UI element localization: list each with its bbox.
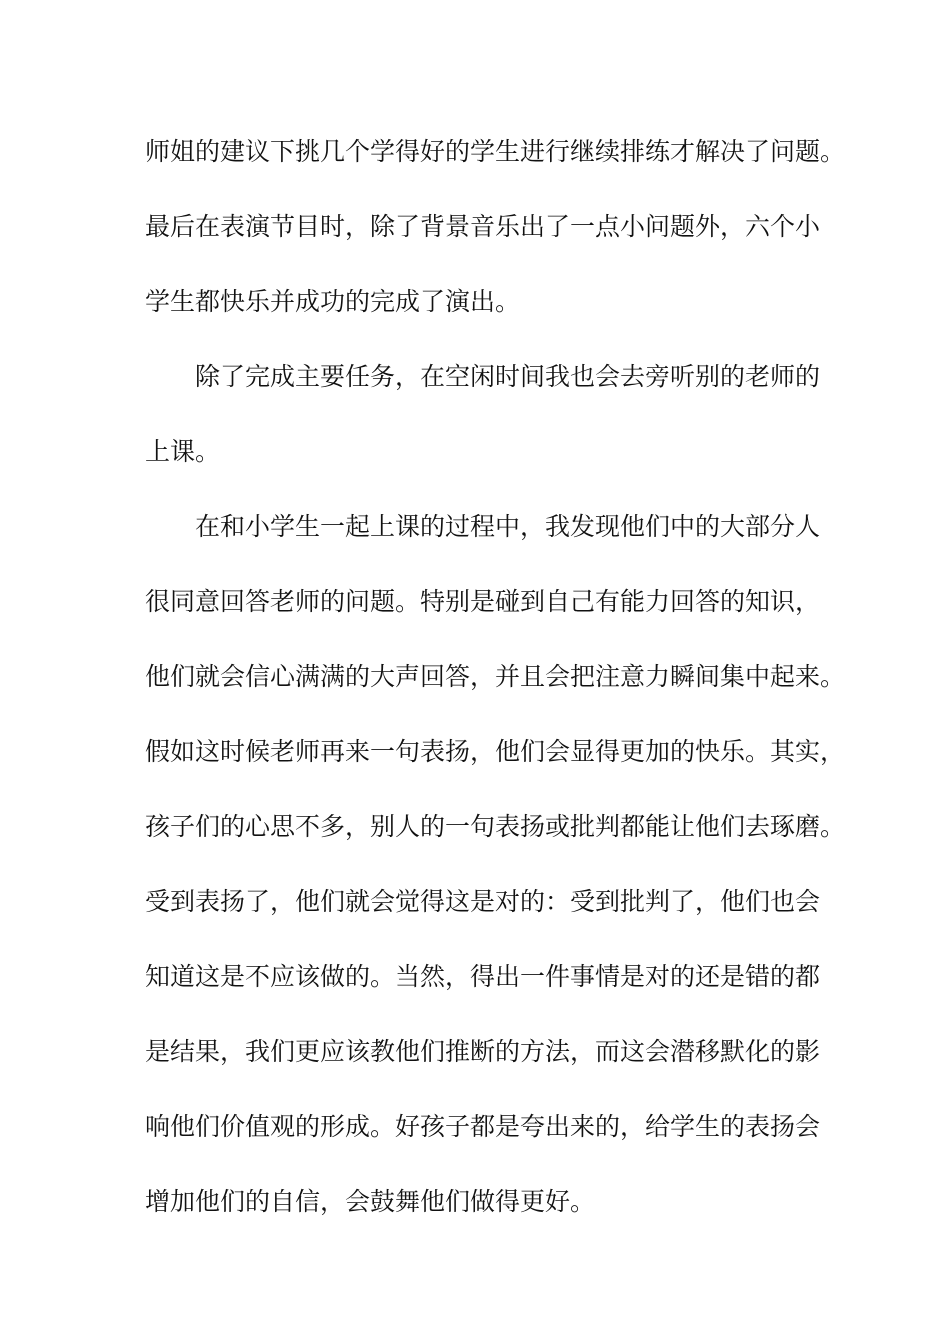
text-line-4: 除了完成主要任务，在空闲时间我也会去旁听别的老师的 — [195, 362, 821, 391]
text-line-12: 知道这是不应该做的。当然，得出一件事情是对的还是错的都 — [145, 962, 821, 991]
text-line-8: 他们就会信心满满的大声回答，并且会把注意力瞬间集中起来。 — [145, 662, 846, 691]
text-line-9: 假如这时候老师再来一句表扬，他们会显得更加的快乐。其实， — [145, 737, 846, 766]
text-line-6: 在和小学生一起上课的过程中，我发现他们中的大部分人 — [195, 512, 821, 541]
text-line-7: 很同意回答老师的问题。特别是碰到自己有能力回答的知识， — [145, 587, 821, 616]
text-line-13: 是结果，我们更应该教他们推断的方法，而这会潜移默化的影 — [145, 1037, 821, 1066]
text-line-5: 上课。 — [145, 437, 221, 466]
text-line-1: 师姐的建议下挑几个学得好的学生进行继续排练才解决了问题。 — [145, 137, 846, 166]
text-line-11: 受到表扬了，他们就会觉得这是对的：受到批判了，他们也会 — [145, 887, 821, 916]
text-line-10: 孩子们的心思不多，别人的一句表扬或批判都能让他们去琢磨。 — [145, 812, 846, 841]
text-line-15: 增加他们的自信，会鼓舞他们做得更好。 — [145, 1187, 596, 1216]
text-line-14: 响他们价值观的形成。好孩子都是夸出来的，给学生的表扬会 — [145, 1112, 821, 1141]
text-line-2: 最后在表演节目时，除了背景音乐出了一点小问题外，六个小 — [145, 212, 821, 241]
text-line-3: 学生都快乐并成功的完成了演出。 — [145, 287, 521, 316]
